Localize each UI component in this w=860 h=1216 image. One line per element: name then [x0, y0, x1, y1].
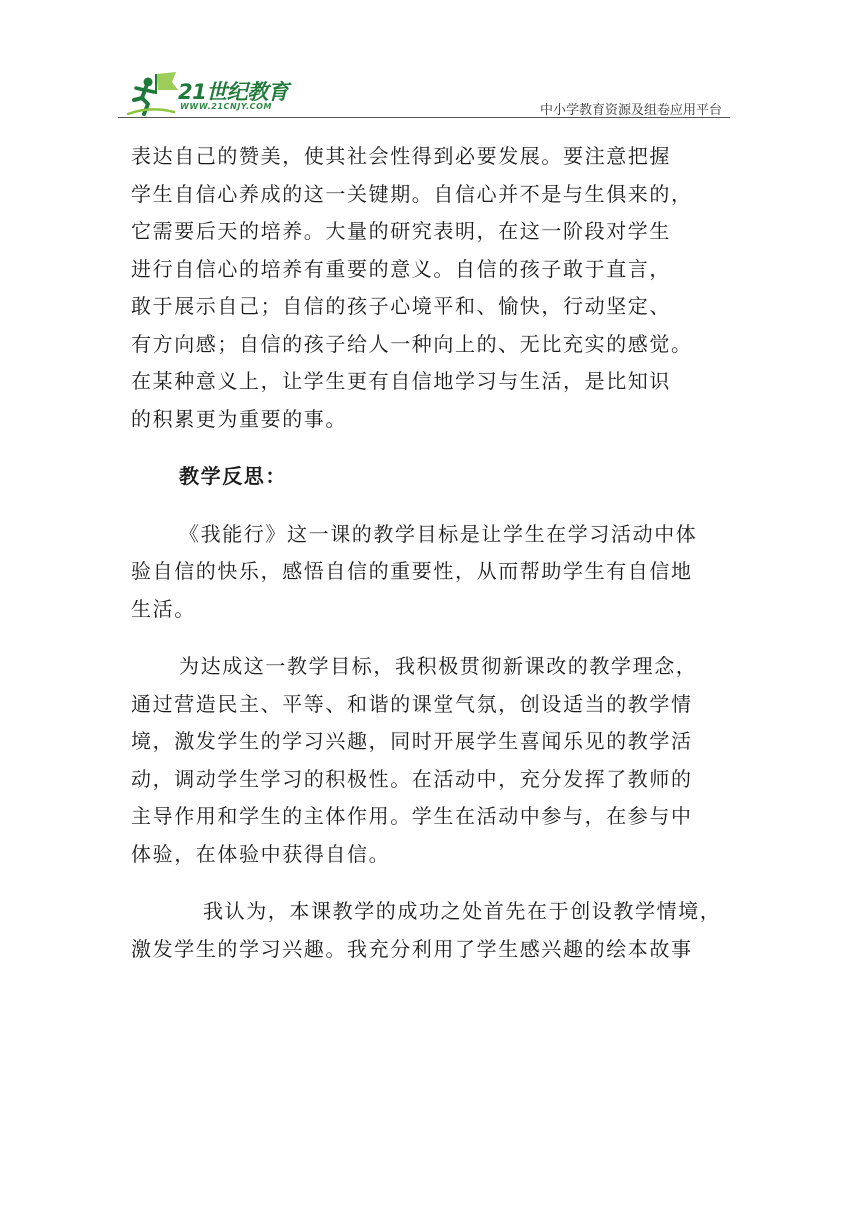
- logo-wordmark: 21世纪教育: [178, 80, 289, 104]
- running-figure-icon: [126, 70, 186, 118]
- text-line: 我认为，本课教学的成功之处首先在于创设教学情境，: [203, 899, 722, 923]
- text-line: 它需要后天的培养。大量的研究表明，在这一阶段对学生: [131, 219, 671, 243]
- text-line: 有方向感；自信的孩子给人一种向上的、无比充实的感觉。: [131, 331, 693, 356]
- text-line: 通过营造民主、平等、和谐的课堂气氛，创设适当的教学情: [131, 691, 693, 716]
- text-line: 为达成这一教学目标，我积极贯彻新课改的教学理念，: [179, 654, 698, 678]
- text-line: 《我能行》这一课的教学目标是让学生在学习活动中体: [179, 521, 698, 546]
- text-line: 学生自信心养成的这一关键期。自信心并不是与生俱来的，: [131, 181, 693, 206]
- text-line: 动，调动学生学习的积极性。在活动中，充分发挥了教师的: [131, 766, 693, 791]
- text-line: 体验，在体验中获得自信。: [131, 841, 391, 866]
- text-line: 主导作用和学生的主体作用。学生在活动中参与，在参与中: [131, 804, 693, 828]
- section-heading: 教学反思：: [179, 464, 287, 488]
- paragraph-2: [131, 516, 743, 629]
- text-line: 激发学生的学习兴趣。我充分利用了学生感兴趣的绘本故事: [131, 936, 693, 961]
- text-line: 验自信的快乐，感悟自信的重要性，从而帮助学生有自信地: [131, 559, 693, 583]
- text-line: 敢于展示自己；自信的孩子心境平和、愉快，行动坚定、: [131, 294, 671, 318]
- text-line: 表达自己的赞美，使其社会性得到必要发展。要注意把握: [131, 144, 671, 168]
- page-header: [118, 68, 730, 120]
- site-logo[interactable]: [126, 70, 296, 118]
- paragraph-3: [131, 648, 743, 873]
- document-body: [131, 138, 743, 968]
- text-line: 进行自信心的培养有重要的意义。自信的孩子敢于直言，: [131, 256, 671, 281]
- text-line: 境，激发学生的学习兴趣，同时开展学生喜闻乐见的教学活: [131, 729, 693, 753]
- paragraph-1: [131, 138, 743, 438]
- header-divider: [118, 117, 730, 118]
- text-line: 生活。: [131, 596, 196, 621]
- platform-tagline: 中小学教育资源及组卷应用平台: [539, 103, 722, 118]
- logo-url: WWW.21CNJY.COM: [180, 102, 273, 111]
- paragraph-4: [131, 893, 743, 968]
- text-line: 的积累更为重要的事。: [131, 406, 347, 431]
- text-line: 在某种意义上，让学生更有自信地学习与生活，是比知识: [131, 369, 671, 393]
